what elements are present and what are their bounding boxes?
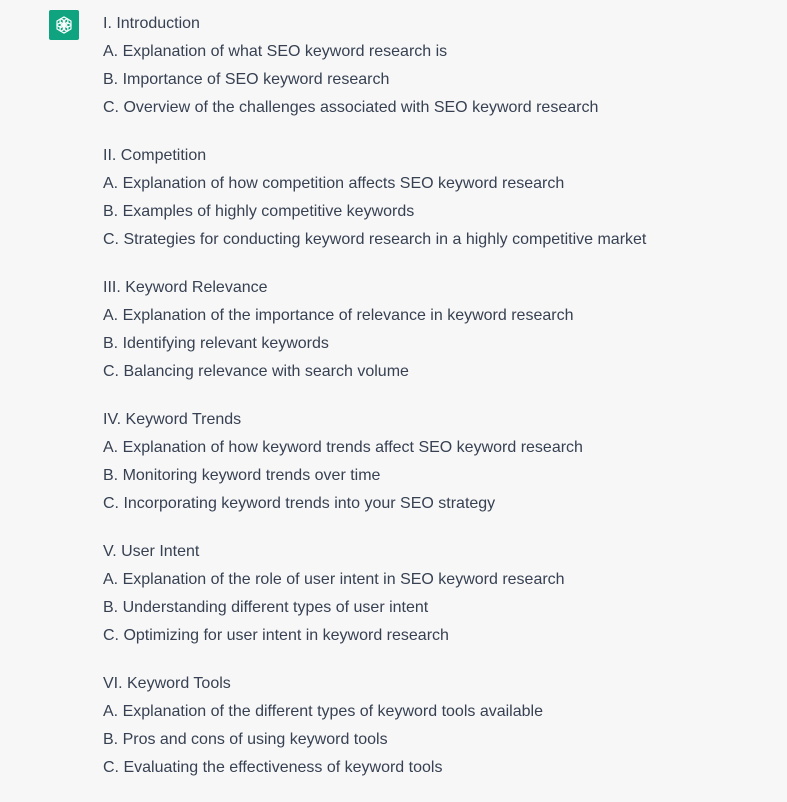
section-item: A. Explanation of what SEO keyword research is [103, 43, 448, 60]
section-item: C. Overview of the challenges associated with SEO keyword research [103, 99, 599, 116]
outline-section-5 [103, 538, 773, 650]
section-item: B. Monitoring keyword trends over time [103, 467, 381, 484]
section-item: B. Identifying relevant keywords [103, 335, 329, 352]
section-heading: II. Competition [103, 147, 207, 164]
section-item: C. Balancing relevance with search volume [103, 363, 409, 380]
section-item: A. Explanation of how competition affects SEO keyword research [103, 175, 565, 192]
openai-logo-icon [53, 14, 75, 36]
section-heading: III. Keyword Relevance [103, 279, 268, 296]
message-content [103, 10, 773, 802]
section-item: B. Understanding different types of user intent [103, 599, 429, 616]
outline-section-3 [103, 274, 773, 386]
section-item: A. Explanation of the different types of keyword tools available [103, 703, 543, 720]
section-heading: I. Introduction [103, 15, 200, 32]
section-heading: IV. Keyword Trends [103, 411, 242, 428]
outline-section-6 [103, 670, 773, 782]
section-item: C. Incorporating keyword trends into your SEO strategy [103, 495, 496, 512]
section-item: A. Explanation of the role of user intent in SEO keyword research [103, 571, 565, 588]
section-item: C. Strategies for conducting keyword research in a highly competitive market [103, 231, 647, 248]
outline-section-4 [103, 406, 773, 518]
section-item: B. Importance of SEO keyword research [103, 71, 390, 88]
section-item: B. Examples of highly competitive keywords [103, 203, 415, 220]
section-item: B. Pros and cons of using keyword tools [103, 731, 388, 748]
section-item: A. Explanation of how keyword trends affect SEO keyword research [103, 439, 583, 456]
assistant-avatar [49, 10, 79, 40]
section-heading: VI. Keyword Tools [103, 675, 231, 692]
section-item: A. Explanation of the importance of relevance in keyword research [103, 307, 574, 324]
section-item: C. Optimizing for user intent in keyword research [103, 627, 449, 644]
outline-section-2 [103, 142, 773, 254]
section-item: C. Evaluating the effectiveness of keyword tools [103, 759, 443, 776]
section-heading: V. User Intent [103, 543, 200, 560]
outline-section-1 [103, 10, 773, 122]
